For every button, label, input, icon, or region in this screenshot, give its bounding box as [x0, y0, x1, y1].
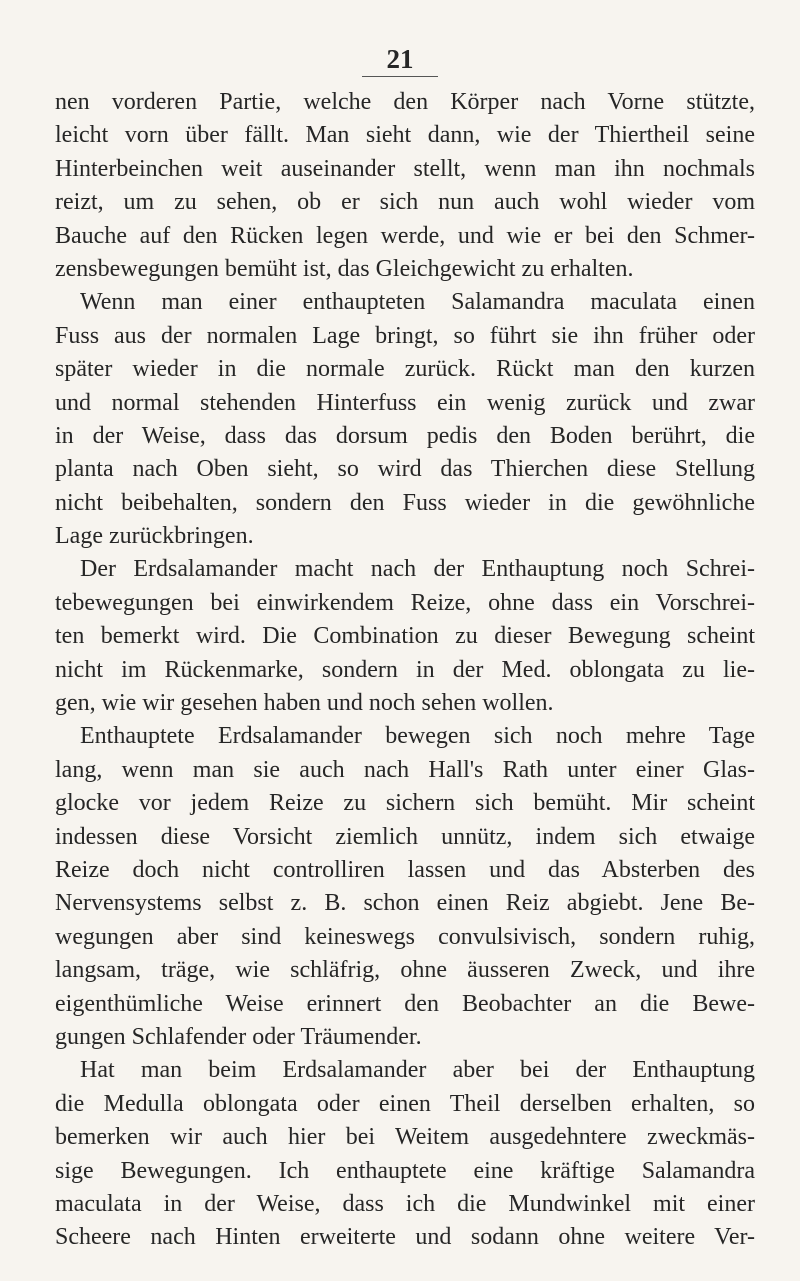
- text-line: nen vorderen Partie, welche den Körper nach Vorne stützte,: [55, 89, 755, 115]
- text-line: und normal stehenden Hinterfuss ein wenig zurück und zwar: [55, 389, 755, 416]
- page-number: 21: [362, 44, 438, 77]
- text-line: nicht im Rückenmarke, sondern in der Med. oblongata zu lie-: [55, 656, 755, 683]
- text-line: Scheere nach Hinten erweiterte und sodann ohne weitere Ver-: [55, 1224, 755, 1251]
- text-line: langsam, träge, wie schläfrig, ohne äusseren Zweck, und ihre: [55, 957, 755, 984]
- text-line: Nervensystems selbst z. B. schon einen Reiz abgiebt. Jene Be-: [55, 890, 755, 917]
- text-line: lang, wenn man sie auch nach Hall's Rath unter einer Glas-: [55, 756, 755, 783]
- text-line: reizt, um zu sehen, ob er sich nun auch wohl wieder vom: [55, 189, 755, 216]
- text-line: sige Bewegungen. Ich enthauptete eine kräftige Salamandra: [55, 1157, 755, 1184]
- text-line: Reize doch nicht controlliren lassen und das Absterben des: [55, 856, 755, 883]
- text-line: planta nach Oben sieht, so wird das Thierchen diese Stellung: [55, 456, 755, 483]
- text-line: nicht beibehalten, sondern den Fuss wieder in die gewöhnliche: [55, 489, 755, 516]
- text-line: später wieder in die normale zurück. Rückt man den kurzen: [55, 356, 755, 383]
- text-line: Lage zurückbringen.: [55, 523, 254, 550]
- text-line: tebewegungen bei einwirkendem Reize, ohne dass ein Vorschrei-: [55, 589, 755, 616]
- text-line: Bauche auf den Rücken legen werde, und wie er bei den Schmer-: [55, 222, 755, 249]
- text-line: gen, wie wir gesehen haben und noch sehen wollen.: [55, 690, 554, 717]
- text-line: bemerken wir auch hier bei Weitem ausgedehntere zweckmäs-: [55, 1124, 755, 1151]
- text-line: eigenthümliche Weise erinnert den Beobachter an die Bewe-: [55, 990, 755, 1017]
- paragraph-start-line: Wenn man einer enthaupteten Salamandra maculata einen: [80, 289, 755, 316]
- text-line: Hinterbeinchen weit auseinander stellt, wenn man ihn nochmals: [55, 155, 755, 182]
- text-line: ten bemerkt wird. Die Combination zu dieser Bewegung scheint: [55, 623, 755, 650]
- text-line: indessen diese Vorsicht ziemlich unnütz, indem sich etwaige: [55, 823, 755, 850]
- paragraph-start-line: Hat man beim Erdsalamander aber bei der Enthauptung: [80, 1057, 755, 1084]
- paragraph-start-line: Enthauptete Erdsalamander bewegen sich noch mehre Tage: [80, 723, 755, 750]
- text-line: wegungen aber sind keineswegs convulsivisch, sondern ruhig,: [55, 923, 755, 950]
- text-line: Fuss aus der normalen Lage bringt, so führt sie ihn früher oder: [55, 322, 755, 349]
- text-line: zensbewegungen bemüht ist, das Gleichgewicht zu erhalten.: [55, 255, 634, 282]
- text-line: maculata in der Weise, dass ich die Mundwinkel mit einer: [55, 1190, 755, 1217]
- paragraph-start-line: Der Erdsalamander macht nach der Enthauptung noch Schrei-: [80, 556, 755, 583]
- text-line: die Medulla oblongata oder einen Theil derselben erhalten, so: [55, 1090, 755, 1117]
- body-text: [55, 86, 755, 1255]
- text-line: leicht vorn über fällt. Man sieht dann, wie der Thiertheil seine: [55, 122, 755, 149]
- text-line: glocke vor jedem Reize zu sichern sich bemüht. Mir scheint: [55, 790, 755, 817]
- text-line: in der Weise, dass das dorsum pedis den Boden berührt, die: [55, 422, 755, 449]
- text-line: gungen Schlafender oder Träumender.: [55, 1023, 422, 1050]
